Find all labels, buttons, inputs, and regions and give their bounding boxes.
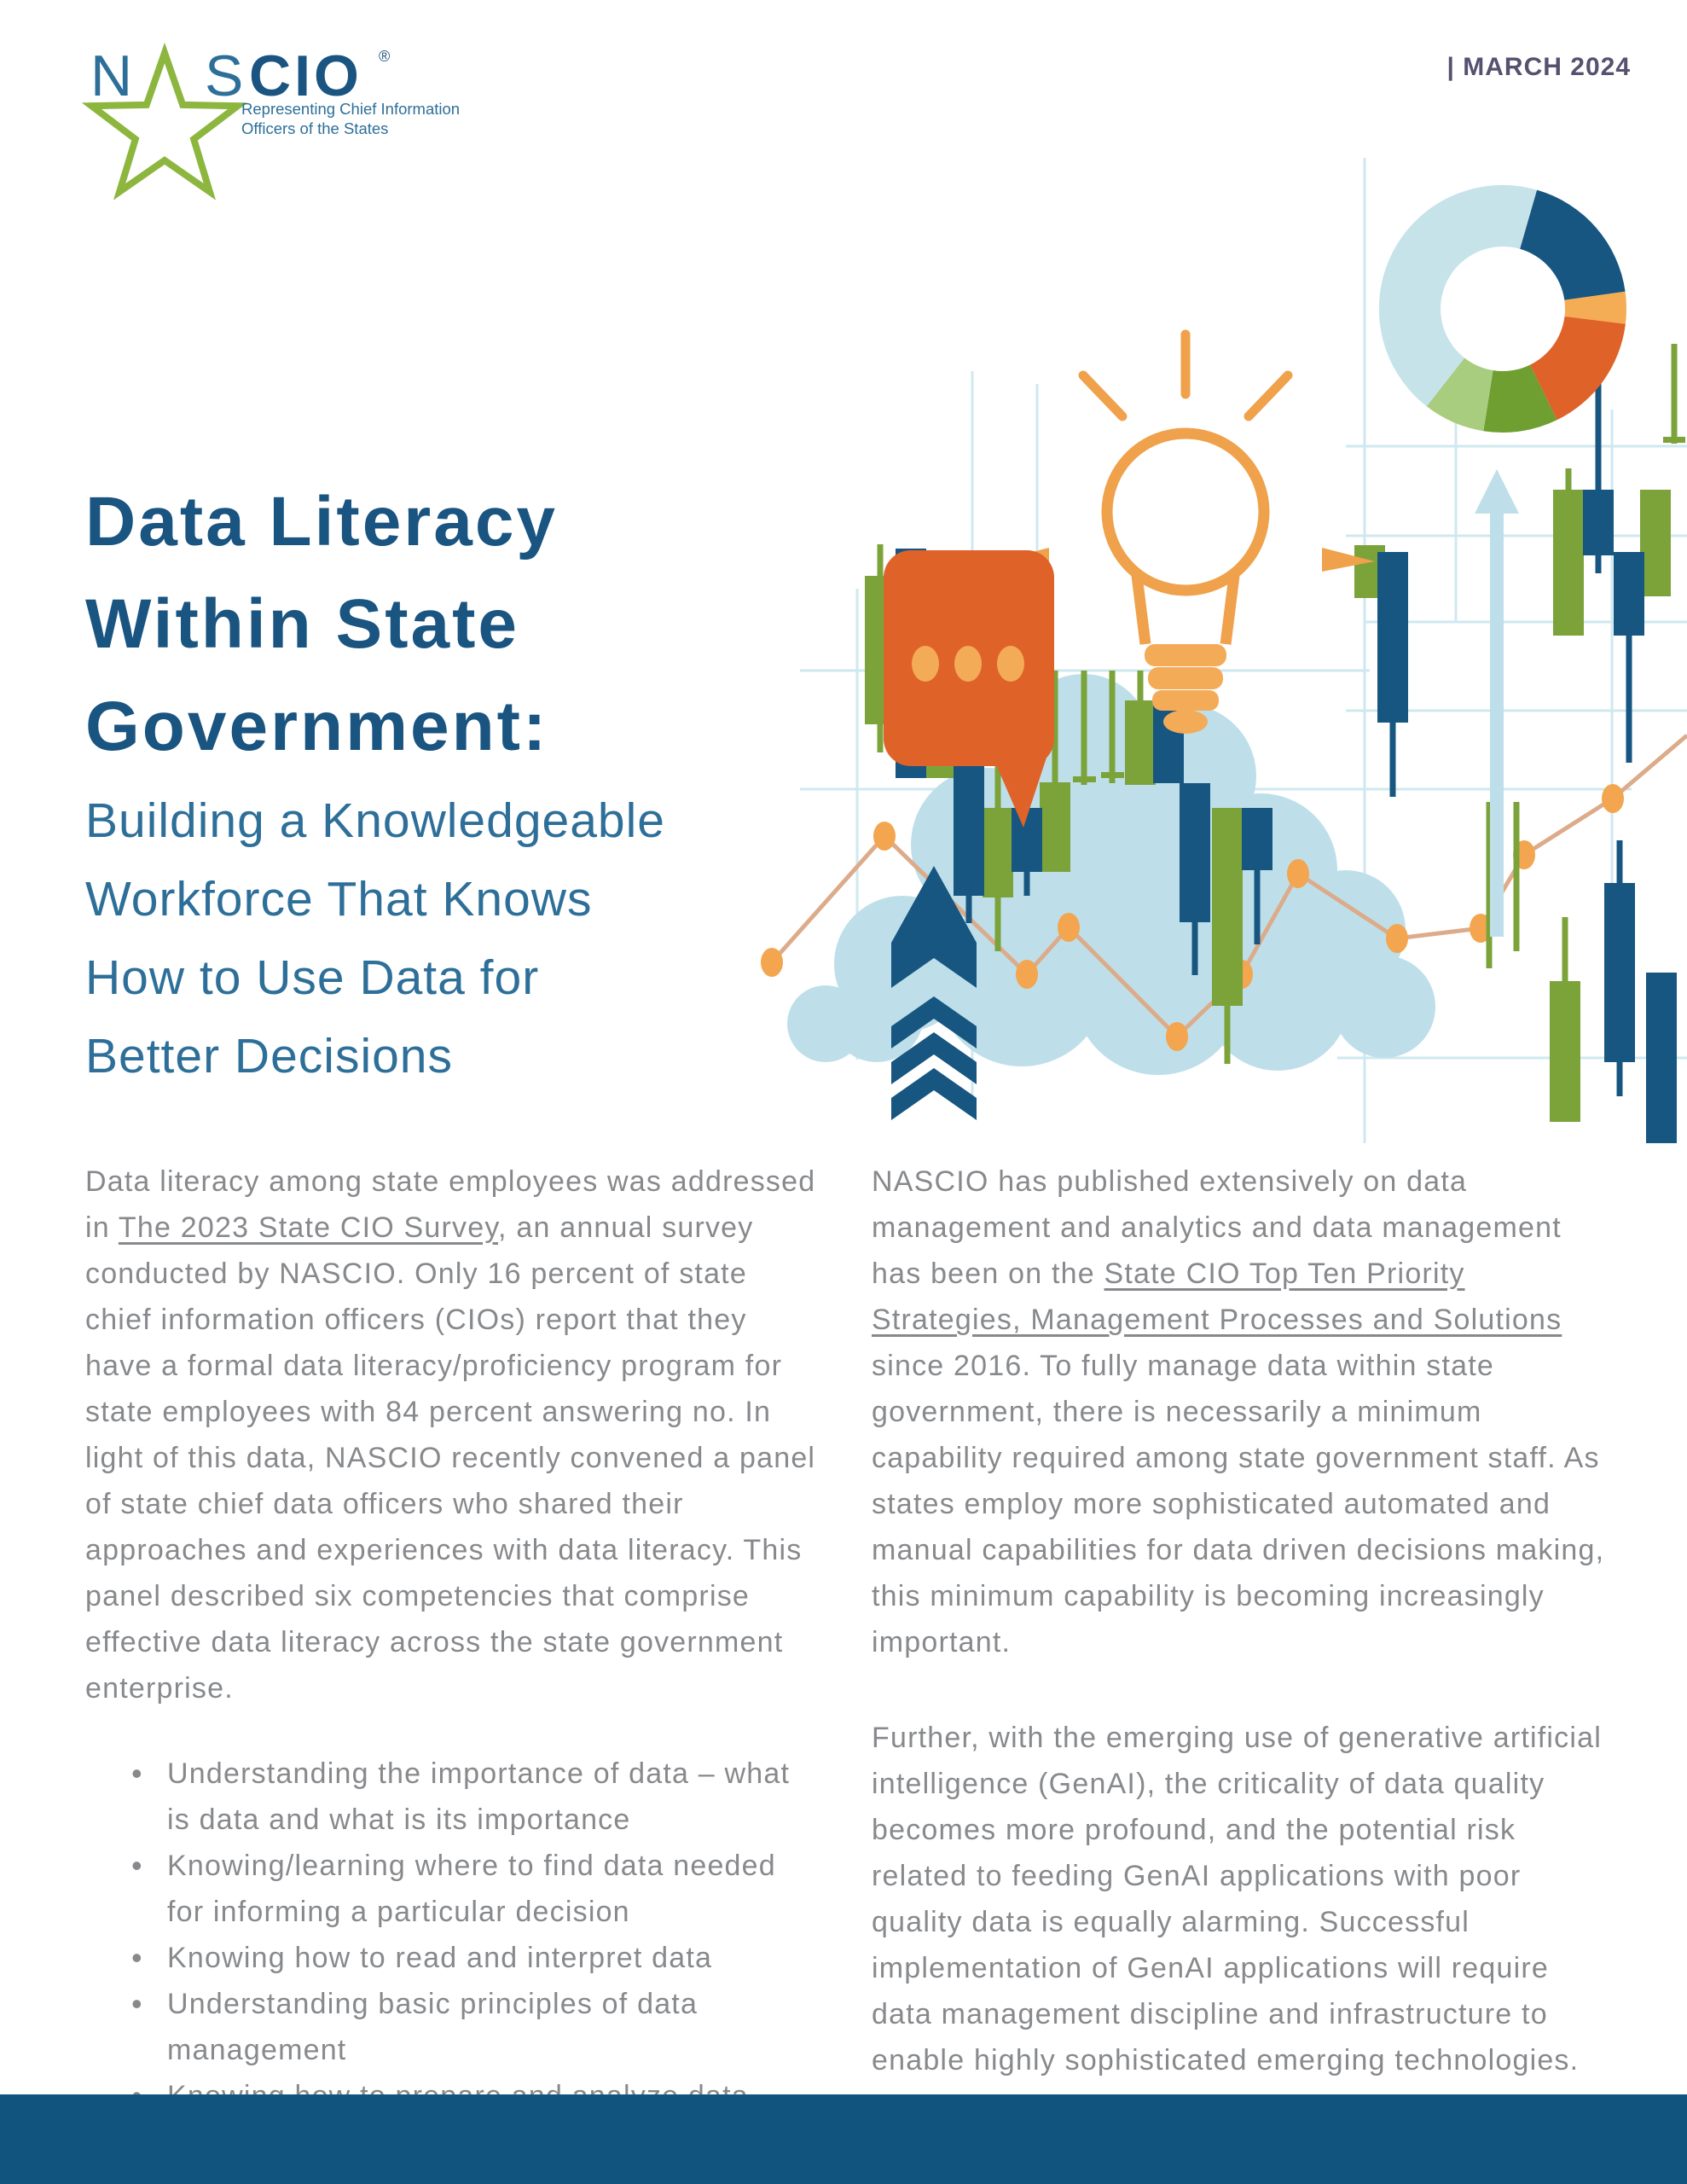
- footer-bar: [0, 2094, 1687, 2184]
- state-cio-survey-link[interactable]: The 2023 State CIO Survey: [118, 1211, 499, 1244]
- list-item: • Understanding the importance of data – what is data and what is its importance: [85, 1751, 820, 1843]
- logo-letters-cio: CIO: [249, 44, 362, 108]
- subtitle-line: How to Use Data for: [85, 950, 540, 1005]
- intro-text-after: , an annual survey conducted by NASCIO. Only 16 percent of state chief information officers (CIOs) report that they have a formal data literacy/proficiency program for state employees with 84 percent answering no. In light of this data, NASCIO recently convened a panel of state chief data officers who shared their approaches and experiences with data literacy. This panel described six competencies that comprise effective data literacy across the state government enterprise.: [85, 1211, 816, 1705]
- data-illustration: [749, 145, 1687, 1143]
- list-item: • Understanding basic principles of data management: [85, 1981, 820, 2073]
- subtitle-line: Building a Knowledgeable: [85, 793, 666, 848]
- issue-date: | MARCH 2024: [1446, 53, 1631, 81]
- page-title: [85, 471, 558, 778]
- subtitle-line: Workforce That Knows: [85, 872, 593, 926]
- top-ten-priorities-link[interactable]: State CIO Top Ten Priority Strategies, Management Processes and Solutions: [872, 1258, 1562, 1336]
- logo-reg-mark: ®: [379, 48, 391, 65]
- para1-text-before: NASCIO has published extensively on data management and analytics and data management has been on the: [872, 1165, 1562, 1290]
- page-subtitle: [85, 781, 665, 1095]
- logo-letter-n: N: [90, 44, 133, 108]
- subtitle-line: Better Decisions: [85, 1029, 454, 1083]
- intro-text-before: Data literacy among state employees was addressed in: [85, 1165, 816, 1244]
- intro-paragraph: [85, 1159, 820, 1711]
- publications-paragraph: [872, 1159, 1607, 1665]
- up-arrow-icon: [1475, 469, 1519, 937]
- list-item: • Knowing/learning where to find data needed for informing a particular decision: [85, 1843, 820, 1935]
- donut-chart: [1379, 185, 1626, 433]
- genai-paragraph: Further, with the emerging use of generative artificial intelligence (GenAI), the criticality of data quality becomes more profound, and the potential risk related to feeding GenAI applications with poor quality data is equally alarming. Successful implementation of GenAI applications will require data management discipline and infrastructure to enable highly sophisticated emerging technologies.: [872, 1722, 1602, 2077]
- title-line: Within State: [85, 585, 520, 663]
- logo-tagline-line1: Representing Chief Information: [241, 100, 461, 118]
- logo-tagline-line2: Officers of the States: [241, 119, 389, 137]
- right-column: [872, 1159, 1607, 2083]
- left-column: [85, 1159, 820, 2165]
- nascio-logo: [77, 34, 486, 218]
- donut-segment-dark-blue: [1520, 190, 1626, 300]
- logo-letter-s: S: [205, 44, 244, 108]
- list-item: • Knowing how to read and interpret data: [85, 1935, 820, 1981]
- title-line: Data Literacy: [85, 483, 559, 561]
- para1-text-after: since 2016. To fully manage data within state government, there is necessarily a minimum capability required among state government staff. As states employ more sophisticated automated and manual capabilities for data driven decisions making, this minimum capability is becoming increasingly important.: [872, 1350, 1605, 1658]
- title-line: Government:: [85, 688, 549, 765]
